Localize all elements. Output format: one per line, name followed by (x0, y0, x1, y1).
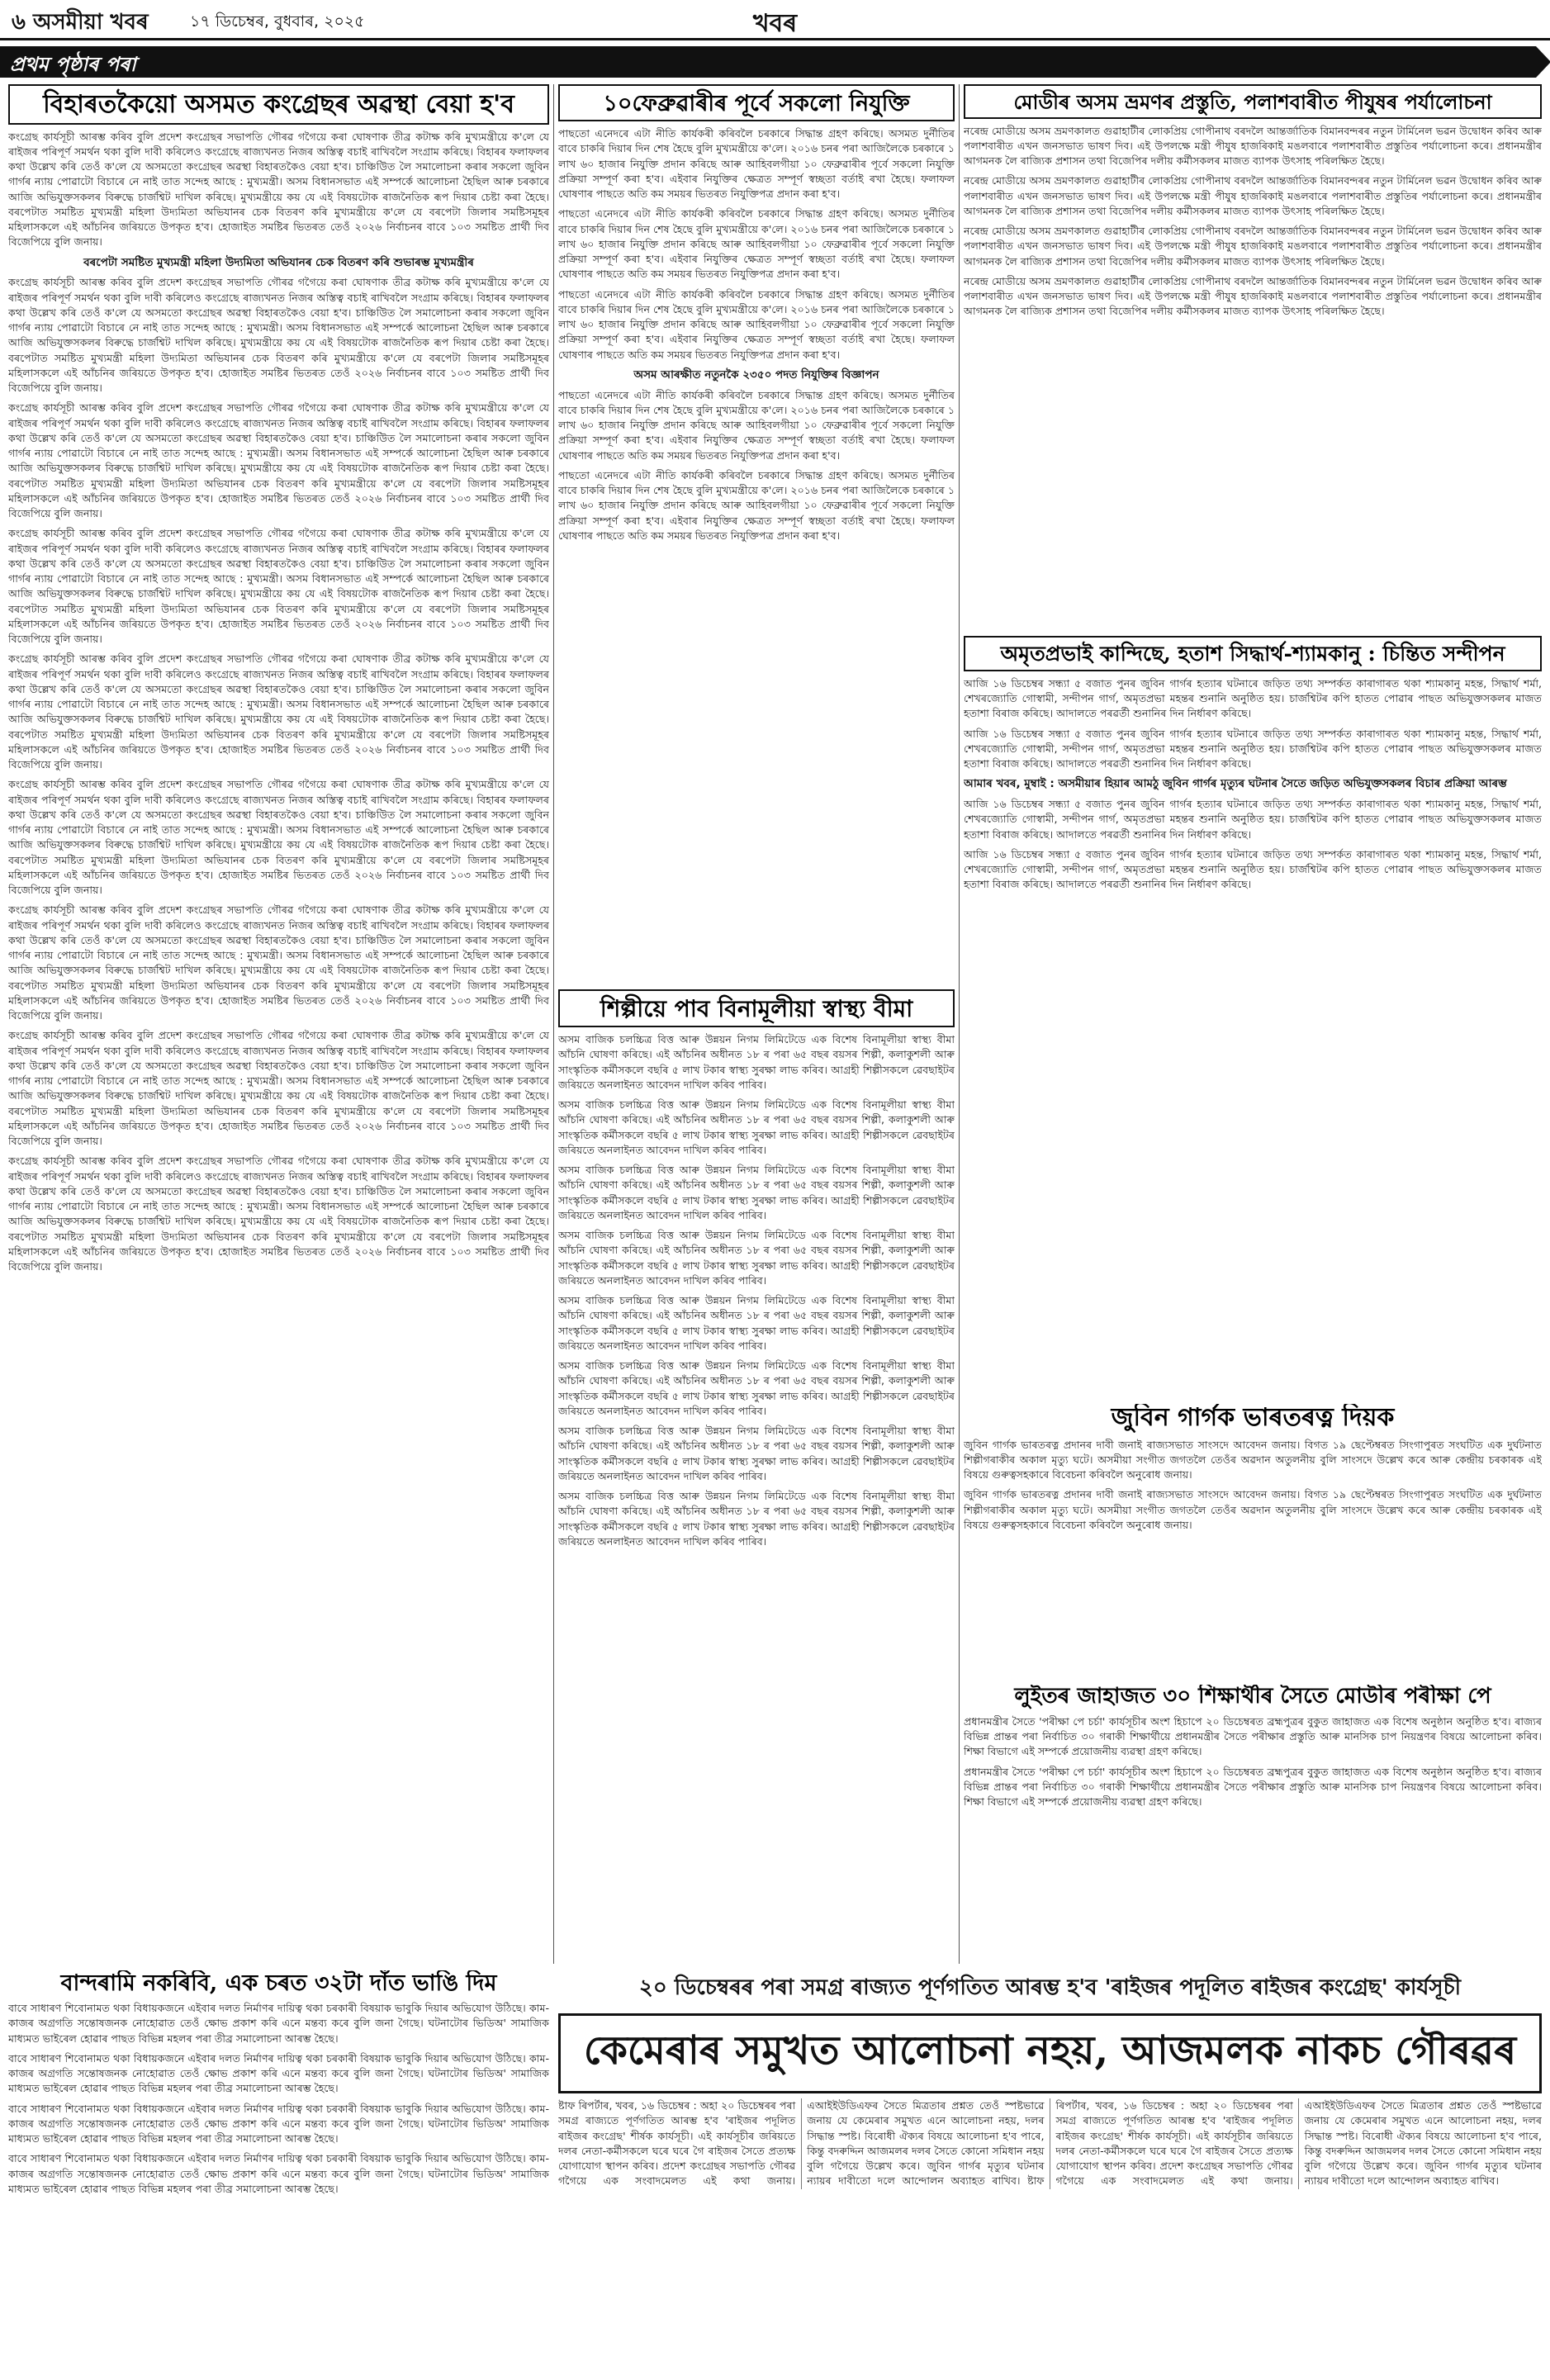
article-body-continued-5: অসম বাজিক চলচ্চিত্ৰ বিত্ত আৰু উন্নয়ন নিগম লিমিটেডে এক বিশেষ বিনামূলীয়া স্বাস্থ্য বীমা আঁচনি ঘোষণা কৰিছে। এই আঁচনিৰ অধীনত ১৮ ৰ পৰা ৬৫ বছৰ বয়সৰ শিল্পী, কলাকুশলী আৰু সাংস্কৃতিক কৰ্মীসকলে বছৰি ৫ লাখ টকাৰ স্বাস্থ্য সুৰক্ষা লাভ কৰিব। আগ্ৰহী শিল্পীসকলে ৱেবছাইটৰ জৰিয়তে অনলাইনত আবেদন দাখিল কৰিব পাৰিব। (558, 1359, 955, 1417)
article-body: কংগ্ৰেছ কাৰ্যসূচী আৰম্ভ কৰিব বুলি প্ৰদেশ কংগ্ৰেছৰ সভাপতি গৌৰৱ গগৈয়ে কৰা ঘোষণাক তীব্ৰ কটাক্ষ কৰি মুখ্যমন্ত্ৰীয়ে ক'লে যে ৰাইজৰ পৰিপূৰ্ণ সমৰ্থন থকা বুলি দাবী কৰিলেও কংগ্ৰেছে ৰাজ্যখনত নিজৰ অস্তিত্ব বচাই ৰাখিবলৈ সংগ্ৰাম কৰিছে। বিহাৰৰ ফলাফলৰ কথা উল্লেখ কৰি তেওঁ ক'লে যে অসমতো কংগ্ৰেছৰ অৱস্থা বিহাৰতকৈও বেয়া হ'ব। চাঞ্চিউিত লৈ সমালোচনা কৰাৰ সকলো জুবিন গাৰ্গৰ ন্যায় পোৱাটো বিচাৰে নে নাই তাত সন্দেহ আছে : মুখ্যমন্ত্ৰী। অসম বিধানসভাত এই সম্পৰ্কে আলোচনা হৈছিল আৰু চৰকাৰে আজি অভিযুক্তসকলৰ বিৰুদ্ধে চাৰ্জশ্বিট দাখিল কৰিছে। মুখ্যমন্ত্ৰীয়ে কয় যে এই বিষয়টোক ৰাজনৈতিক ৰূপ দিয়াৰ চেষ্টা কৰা হৈছে। বৰপেটাত সমষ্টিত মুখ্যমন্ত্ৰী মহিলা উদ্যমিতা অভিযানৰ চেক বিতৰণ কৰি মুখ্যমন্ত্ৰীয়ে ক'লে যে বৰপেটা জিলাৰ সমষ্টিসমূহৰ মহিলাসকলে এই আঁচনিৰ জৰিয়তে উপকৃত হ'ব। হোজাইত সমষ্টিৰ ভিতৰত তেওঁ ২০২৬ নিৰ্বাচনৰ বাবে ১০৩ সমষ্টিত প্ৰাৰ্থী দিব বিজেপিয়ে বুলি জনায়। (8, 130, 549, 249)
article-body-continued: নৰেন্দ্ৰ মোডীয়ে অসম ভ্ৰমণকালত গুৱাহাটীৰ লোকপ্ৰিয় গোপীনাথ বৰদলৈ আন্তৰ্জাতিক বিমানবন্দৰৰ নতুন টাৰ্মিনেল ভৱন উদ্বোধন কৰিব আৰু পলাশবাৰীত এখন জনসভাত ভাষণ দিব। এই উপলক্ষে মন্ত্ৰী পীযুষ হাজৰিকাই মঙলবাৰে পলাশবাৰীত প্ৰস্তুতিৰ পৰ্যালোচনা কৰে। প্ৰধানমন্ত্ৰীৰ আগমনক লৈ ৰাজ্যিক প্ৰশাসন তথা বিজেপিৰ দলীয় কৰ্মীসকলৰ মাজত ব্যাপক উৎসাহ পৰিলক্ষিত হৈছে। (964, 174, 1542, 217)
article-modi-visit (964, 84, 1542, 629)
article-body-continued: কংগ্ৰেছ কাৰ্যসূচী আৰম্ভ কৰিব বুলি প্ৰদেশ কংগ্ৰেছৰ সভাপতি গৌৰৱ গগৈয়ে কৰা ঘোষণাক তীব্ৰ কটাক্ষ কৰি মুখ্যমন্ত্ৰীয়ে ক'লে যে ৰাইজৰ পৰিপূৰ্ণ সমৰ্থন থকা বুলি দাবী কৰিলেও কংগ্ৰেছে ৰাজ্যখনত নিজৰ অস্তিত্ব বচাই ৰাখিবলৈ সংগ্ৰাম কৰিছে। বিহাৰৰ ফলাফলৰ কথা উল্লেখ কৰি তেওঁ ক'লে যে অসমতো কংগ্ৰেছৰ অৱস্থা বিহাৰতকৈও বেয়া হ'ব। চাঞ্চিউিত লৈ সমালোচনা কৰাৰ সকলো জুবিন গাৰ্গৰ ন্যায় পোৱাটো বিচাৰে নে নাই তাত সন্দেহ আছে : মুখ্যমন্ত্ৰী। অসম বিধানসভাত এই সম্পৰ্কে আলোচনা হৈছিল আৰু চৰকাৰে আজি অভিযুক্তসকলৰ বিৰুদ্ধে চাৰ্জশ্বিট দাখিল কৰিছে। মুখ্যমন্ত্ৰীয়ে কয় যে এই বিষয়টোক ৰাজনৈতিক ৰূপ দিয়াৰ চেষ্টা কৰা হৈছে। বৰপেটাত সমষ্টিত মুখ্যমন্ত্ৰী মহিলা উদ্যমিতা অভিযানৰ চেক বিতৰণ কৰি মুখ্যমন্ত্ৰীয়ে ক'লে যে বৰপেটা জিলাৰ সমষ্টিসমূহৰ মহিলাসকলে এই আঁচনিৰ জৰিয়তে উপকৃত হ'ব। হোজাইত সমষ্টিৰ ভিতৰত তেওঁ ২০২৬ নিৰ্বাচনৰ বাবে ১০৩ সমষ্টিত প্ৰাৰ্থী দিব বিজেপিয়ে বুলি জনায়। (8, 276, 549, 395)
article-body-continued-2: আজি ১৬ ডিচেম্বৰ সন্ধ্যা ৫ বজাত পুনৰ জুবিন গাৰ্গৰ হত্যাৰ ঘটনাৰে জড়িত তথ্য সম্পৰ্কত কাৰাগাৰত থকা শ্যামকানু মহন্ত, সিদ্ধাৰ্থ শৰ্মা, শেখৰজ্যোতি গোস্বামী, সন্দীপন গাৰ্গ, অমৃতপ্ৰভা মহন্তৰ শুনানি অনুষ্ঠিত হয়। চাৰ্জশ্বিটৰ কপি হাতত পোৱাৰ পাছত অভিযুক্তসকলৰ মাজত হতাশা বিৰাজ কৰিছে। আদালতে পৰৱৰ্তী শুনানিৰ দিন নিৰ্ধাৰণ কৰিছে। (964, 798, 1542, 841)
article-health (558, 989, 955, 1964)
article-exam (964, 1685, 1542, 1964)
column-divider (959, 84, 960, 1964)
article-body-continued-6: অসম বাজিক চলচ্চিত্ৰ বিত্ত আৰু উন্নয়ন নিগম লিমিটেডে এক বিশেষ বিনামূলীয়া স্বাস্থ্য বীমা আঁচনি ঘোষণা কৰিছে। এই আঁচনিৰ অধীনত ১৮ ৰ পৰা ৬৫ বছৰ বয়সৰ শিল্পী, কলাকুশলী আৰু সাংস্কৃতিক কৰ্মীসকলে বছৰি ৫ লাখ টকাৰ স্বাস্থ্য সুৰক্ষা লাভ কৰিব। আগ্ৰহী শিল্পীসকলে ৱেবছাইটৰ জৰিয়তে অনলাইনত আবেদন দাখিল কৰিব পাৰিব। (558, 1425, 955, 1482)
article-body-continued-7: কংগ্ৰেছ কাৰ্যসূচী আৰম্ভ কৰিব বুলি প্ৰদেশ কংগ্ৰেছৰ সভাপতি গৌৰৱ গগৈয়ে কৰা ঘোষণাক তীব্ৰ কটাক্ষ কৰি মুখ্যমন্ত্ৰীয়ে ক'লে যে ৰাইজৰ পৰিপূৰ্ণ সমৰ্থন থকা বুলি দাবী কৰিলেও কংগ্ৰেছে ৰাজ্যখনত নিজৰ অস্তিত্ব বচাই ৰাখিবলৈ সংগ্ৰাম কৰিছে। বিহাৰৰ ফলাফলৰ কথা উল্লেখ কৰি তেওঁ ক'লে যে অসমতো কংগ্ৰেছৰ অৱস্থা বিহাৰতকৈও বেয়া হ'ব। চাঞ্চিউিত লৈ সমালোচনা কৰাৰ সকলো জুবিন গাৰ্গৰ ন্যায় পোৱাটো বিচাৰে নে নাই তাত সন্দেহ আছে : মুখ্যমন্ত্ৰী। অসম বিধানসভাত এই সম্পৰ্কে আলোচনা হৈছিল আৰু চৰকাৰে আজি অভিযুক্তসকলৰ বিৰুদ্ধে চাৰ্জশ্বিট দাখিল কৰিছে। মুখ্যমন্ত্ৰীয়ে কয় যে এই বিষয়টোক ৰাজনৈতিক ৰূপ দিয়াৰ চেষ্টা কৰা হৈছে। বৰপেটাত সমষ্টিত মুখ্যমন্ত্ৰী মহিলা উদ্যমিতা অভিযানৰ চেক বিতৰণ কৰি মুখ্যমন্ত্ৰীয়ে ক'লে যে বৰপেটা জিলাৰ সমষ্টিসমূহৰ মহিলাসকলে এই আঁচনিৰ জৰিয়তে উপকৃত হ'ব। হোজাইত সমষ্টিৰ ভিতৰত তেওঁ ২০২৬ নিৰ্বাচনৰ বাবে ১০৩ সমষ্টিত প্ৰাৰ্থী দিব বিজেপিয়ে বুলি জনায়। (8, 1029, 549, 1148)
article-body: নৰেন্দ্ৰ মোডীয়ে অসম ভ্ৰমণকালত গুৱাহাটীৰ লোকপ্ৰিয় গোপীনাথ বৰদলৈ আন্তৰ্জাতিক বিমানবন্দৰৰ নতুন টাৰ্মিনেল ভৱন উদ্বোধন কৰিব আৰু পলাশবাৰীত এখন জনসভাত ভাষণ দিব। এই উপলক্ষে মন্ত্ৰী পীযুষ হাজৰিকাই মঙলবাৰে পলাশবাৰীত প্ৰস্তুতিৰ পৰ্যালোচনা কৰে। প্ৰধানমন্ত্ৰীৰ আগমনক লৈ ৰাজ্যিক প্ৰশাসন তথা বিজেপিৰ দলীয় কৰ্মীসকলৰ মাজত ব্যাপক উৎসাহ পৰিলক্ষিত হৈছে। (964, 124, 1542, 168)
article-subhead: বৰপেটা সমষ্টিত মুখ্যমন্ত্ৰী মহিলা উদ্যমিতা অভিযানৰ চেক বিতৰণ কৰি শুভাৰম্ভ মুখ্যমন্ত্ৰীৰ (83, 255, 474, 269)
article-body-continued-2: কংগ্ৰেছ কাৰ্যসূচী আৰম্ভ কৰিব বুলি প্ৰদেশ কংগ্ৰেছৰ সভাপতি গৌৰৱ গগৈয়ে কৰা ঘোষণাক তীব্ৰ কটাক্ষ কৰি মুখ্যমন্ত্ৰীয়ে ক'লে যে ৰাইজৰ পৰিপূৰ্ণ সমৰ্থন থকা বুলি দাবী কৰিলেও কংগ্ৰেছে ৰাজ্যখনত নিজৰ অস্তিত্ব বচাই ৰাখিবলৈ সংগ্ৰাম কৰিছে। বিহাৰৰ ফলাফলৰ কথা উল্লেখ কৰি তেওঁ ক'লে যে অসমতো কংগ্ৰেছৰ অৱস্থা বিহাৰতকৈও বেয়া হ'ব। চাঞ্চিউিত লৈ সমালোচনা কৰাৰ সকলো জুবিন গাৰ্গৰ ন্যায় পোৱাটো বিচাৰে নে নাই তাত সন্দেহ আছে : মুখ্যমন্ত্ৰী। অসম বিধানসভাত এই সম্পৰ্কে আলোচনা হৈছিল আৰু চৰকাৰে আজি অভিযুক্তসকলৰ বিৰুদ্ধে চাৰ্জশ্বিট দাখিল কৰিছে। মুখ্যমন্ত্ৰীয়ে কয় যে এই বিষয়টোক ৰাজনৈতিক ৰূপ দিয়াৰ চেষ্টা কৰা হৈছে। বৰপেটাত সমষ্টিত মুখ্যমন্ত্ৰী মহিলা উদ্যমিতা অভিযানৰ চেক বিতৰণ কৰি মুখ্যমন্ত্ৰীয়ে ক'লে যে বৰপেটা জিলাৰ সমষ্টিসমূহৰ মহিলাসকলে এই আঁচনিৰ জৰিয়তে উপকৃত হ'ব। হোজাইত সমষ্টিৰ ভিতৰত তেওঁ ২০২৬ নিৰ্বাচনৰ বাবে ১০৩ সমষ্টিত প্ৰাৰ্থী দিব বিজেপিয়ে বুলি জনায়। (8, 401, 549, 520)
article-headline: কেমেৰাৰ সমুখত আলোচনা নহয়, আজমলক নাকচ গৌৰৱৰ (558, 2013, 1542, 2093)
article-bihar (8, 84, 549, 1964)
issue-date: ১৭ ডিচেম্বৰ, বুধবাৰ, ২০২৫ (190, 12, 365, 31)
article-body-continued-5: কংগ্ৰেছ কাৰ্যসূচী আৰম্ভ কৰিব বুলি প্ৰদেশ কংগ্ৰেছৰ সভাপতি গৌৰৱ গগৈয়ে কৰা ঘোষণাক তীব্ৰ কটাক্ষ কৰি মুখ্যমন্ত্ৰীয়ে ক'লে যে ৰাইজৰ পৰিপূৰ্ণ সমৰ্থন থকা বুলি দাবী কৰিলেও কংগ্ৰেছে ৰাজ্যখনত নিজৰ অস্তিত্ব বচাই ৰাখিবলৈ সংগ্ৰাম কৰিছে। বিহাৰৰ ফলাফলৰ কথা উল্লেখ কৰি তেওঁ ক'লে যে অসমতো কংগ্ৰেছৰ অৱস্থা বিহাৰতকৈও বেয়া হ'ব। চাঞ্চিউিত লৈ সমালোচনা কৰাৰ সকলো জুবিন গাৰ্গৰ ন্যায় পোৱাটো বিচাৰে নে নাই তাত সন্দেহ আছে : মুখ্যমন্ত্ৰী। অসম বিধানসভাত এই সম্পৰ্কে আলোচনা হৈছিল আৰু চৰকাৰে আজি অভিযুক্তসকলৰ বিৰুদ্ধে চাৰ্জশ্বিট দাখিল কৰিছে। মুখ্যমন্ত্ৰীয়ে কয় যে এই বিষয়টোক ৰাজনৈতিক ৰূপ দিয়াৰ চেষ্টা কৰা হৈছে। বৰপেটাত সমষ্টিত মুখ্যমন্ত্ৰী মহিলা উদ্যমিতা অভিযানৰ চেক বিতৰণ কৰি মুখ্যমন্ত্ৰীয়ে ক'লে যে বৰপেটা জিলাৰ সমষ্টিসমূহৰ মহিলাসকলে এই আঁচনিৰ জৰিয়তে উপকৃত হ'ব। হোজাইত সমষ্টিৰ ভিতৰত তেওঁ ২০২৬ নিৰ্বাচনৰ বাবে ১০৩ সমষ্টিত প্ৰাৰ্থী দিব বিজেপিয়ে বুলি জনায়। (8, 778, 549, 897)
article-headline: শিল্পীয়ে পাব বিনামূলীয়া স্বাস্থ্য বীমা (558, 989, 955, 1027)
article-headline: ১০ফেব্ৰুৱাৰীৰ পূৰ্বে সকলো নিযুক্তি (558, 84, 955, 121)
article-bharatratna (964, 1404, 1542, 1676)
article-body: প্ৰধানমন্ত্ৰীৰ সৈতে 'পৰীক্ষা পে চৰ্চা' কাৰ্যসূচীৰ অংশ হিচাপে ২০ ডিচেম্বৰত ব্ৰহ্মপুত্ৰৰ বুকুত জাহাজত এক বিশেষ অনুষ্ঠান অনুষ্ঠিত হ'ব। ৰাজ্যৰ বিভিন্ন প্ৰান্তৰ পৰা নিৰ্বাচিত ৩০ গৰাকী শিক্ষাৰ্থীয়ে প্ৰধানমন্ত্ৰীৰ সৈতে পৰীক্ষাৰ প্ৰস্তুতি আৰু মানসিক চাপ নিয়ন্ত্ৰণৰ বিষয়ে আলোচনা কৰিব। শিক্ষা বিভাগে এই সম্পৰ্কে প্ৰয়োজনীয় ব্যৱস্থা গ্ৰহণ কৰিছে। (964, 1714, 1542, 1758)
article-body: আজি ১৬ ডিচেম্বৰ সন্ধ্যা ৫ বজাত পুনৰ জুবিন গাৰ্গৰ হত্যাৰ ঘটনাৰে জড়িত তথ্য সম্পৰ্কত কাৰাগাৰত থকা শ্যামকানু মহন্ত, সিদ্ধাৰ্থ শৰ্মা, শেখৰজ্যোতি গোস্বামী, সন্দীপন গাৰ্গ, অমৃতপ্ৰভা মহন্তৰ শুনানি অনুষ্ঠিত হয়। চাৰ্জশ্বিটৰ কপি হাতত পোৱাৰ পাছত অভিযুক্তসকলৰ মাজত হতাশা বিৰাজ কৰিছে। আদালতে পৰৱৰ্তী শুনানিৰ দিন নিৰ্ধাৰণ কৰিছে। (964, 676, 1542, 720)
article-body-continued: আজি ১৬ ডিচেম্বৰ সন্ধ্যা ৫ বজাত পুনৰ জুবিন গাৰ্গৰ হত্যাৰ ঘটনাৰে জড়িত তথ্য সম্পৰ্কত কাৰাগাৰত থকা শ্যামকানু মহন্ত, সিদ্ধাৰ্থ শৰ্মা, শেখৰজ্যোতি গোস্বামী, সন্দীপন গাৰ্গ, অমৃতপ্ৰভা মহন্তৰ শুনানি অনুষ্ঠিত হয়। চাৰ্জশ্বিটৰ কপি হাতত পোৱাৰ পাছত অভিযুক্তসকলৰ মাজত হতাশা বিৰাজ কৰিছে। আদালতে পৰৱৰ্তী শুনানিৰ দিন নিৰ্ধাৰণ কৰিছে। (964, 727, 1542, 770)
article-headline: অমৃতপ্ৰভাই কান্দিছে, হতাশ সিদ্ধাৰ্থ-শ্যামকানু : চিন্তিত সন্দীপন (964, 636, 1542, 671)
page-header (0, 0, 1550, 40)
section-title: খবৰ (752, 9, 798, 38)
article-body-continued: প্ৰধানমন্ত্ৰীৰ সৈতে 'পৰীক্ষা পে চৰ্চা' কাৰ্যসূচীৰ অংশ হিচাপে ২০ ডিচেম্বৰত ব্ৰহ্মপুত্ৰৰ বুকুত জাহাজত এক বিশেষ অনুষ্ঠান অনুষ্ঠিত হ'ব। ৰাজ্যৰ বিভিন্ন প্ৰান্তৰ পৰা নিৰ্বাচিত ৩০ গৰাকী শিক্ষাৰ্থীয়ে প্ৰধানমন্ত্ৰীৰ সৈতে পৰীক্ষাৰ প্ৰস্তুতি আৰু মানসিক চাপ নিয়ন্ত্ৰণৰ বিষয়ে আলোচনা কৰিব। শিক্ষা বিভাগে এই সম্পৰ্কে প্ৰয়োজনীয় ব্যৱস্থা গ্ৰহণ কৰিছে। (964, 1765, 1542, 1809)
article-headline: লুইতৰ জাহাজত ৩০ শিক্ষাৰ্থীৰ সৈতে মোডীৰ পৰীক্ষা পে (1014, 1685, 1491, 1709)
article-body-continued-4: কংগ্ৰেছ কাৰ্যসূচী আৰম্ভ কৰিব বুলি প্ৰদেশ কংগ্ৰেছৰ সভাপতি গৌৰৱ গগৈয়ে কৰা ঘোষণাক তীব্ৰ কটাক্ষ কৰি মুখ্যমন্ত্ৰীয়ে ক'লে যে ৰাইজৰ পৰিপূৰ্ণ সমৰ্থন থকা বুলি দাবী কৰিলেও কংগ্ৰেছে ৰাজ্যখনত নিজৰ অস্তিত্ব বচাই ৰাখিবলৈ সংগ্ৰাম কৰিছে। বিহাৰৰ ফলাফলৰ কথা উল্লেখ কৰি তেওঁ ক'লে যে অসমতো কংগ্ৰেছৰ অৱস্থা বিহাৰতকৈও বেয়া হ'ব। চাঞ্চিউিত লৈ সমালোচনা কৰাৰ সকলো জুবিন গাৰ্গৰ ন্যায় পোৱাটো বিচাৰে নে নাই তাত সন্দেহ আছে : মুখ্যমন্ত্ৰী। অসম বিধানসভাত এই সম্পৰ্কে আলোচনা হৈছিল আৰু চৰকাৰে আজি অভিযুক্তসকলৰ বিৰুদ্ধে চাৰ্জশ্বিট দাখিল কৰিছে। মুখ্যমন্ত্ৰীয়ে কয় যে এই বিষয়টোক ৰাজনৈতিক ৰূপ দিয়াৰ চেষ্টা কৰা হৈছে। বৰপেটাত সমষ্টিত মুখ্যমন্ত্ৰী মহিলা উদ্যমিতা অভিযানৰ চেক বিতৰণ কৰি মুখ্যমন্ত্ৰীয়ে ক'লে যে বৰপেটা জিলাৰ সমষ্টিসমূহৰ মহিলাসকলে এই আঁচনিৰ জৰিয়তে উপকৃত হ'ব। হোজাইত সমষ্টিৰ ভিতৰত তেওঁ ২০২৬ নিৰ্বাচনৰ বাবে ১০৩ সমষ্টিত প্ৰাৰ্থী দিব বিজেপিয়ে বুলি জনায়। (8, 652, 549, 771)
article-body-continued-3: অসম বাজিক চলচ্চিত্ৰ বিত্ত আৰু উন্নয়ন নিগম লিমিটেডে এক বিশেষ বিনামূলীয়া স্বাস্থ্য বীমা আঁচনি ঘোষণা কৰিছে। এই আঁচনিৰ অধীনত ১৮ ৰ পৰা ৬৫ বছৰ বয়সৰ শিল্পী, কলাকুশলী আৰু সাংস্কৃতিক কৰ্মীসকলে বছৰি ৫ লাখ টকাৰ স্বাস্থ্য সুৰক্ষা লাভ কৰিব। আগ্ৰহী শিল্পীসকলে ৱেবছাইটৰ জৰিয়তে অনলাইনত আবেদন দাখিল কৰিব পাৰিব। (558, 1229, 955, 1287)
strip-arrow-icon (1536, 46, 1550, 78)
article-body-continued-4: পাছতো এনেদৰে এটা নীতি কাৰ্যকৰী কৰিবলৈ চৰকাৰে সিদ্ধান্ত গ্ৰহণ কৰিছে। অসমত দুৰ্নীতিৰ বাবে চাকৰি দিয়াৰ দিন শেষ হৈছে বুলি মুখ্যমন্ত্ৰীয়ে ক'লে। ২০১৬ চনৰ পৰা আজিলৈকে চৰকাৰে ১ লাখ ৬০ হাজাৰ নিযুক্তি প্ৰদান কৰিছে আৰু আহিবলগীয়া ১০ ফেব্ৰুৱাৰীৰ পূৰ্বে সকলো নিযুক্তি প্ৰক্ৰিয়া সম্পূৰ্ণ কৰা হ'ব। এইবাৰ নিযুক্তিৰ ক্ষেত্ৰত সম্পূৰ্ণ স্বচ্ছতা বৰ্তাই ৰখা হৈছে। ফলাফল ঘোষণাৰ পাছতে অতি কম সময়ৰ ভিতৰত নিযুক্তিপত্ৰ প্ৰদান কৰা হ'ব। (558, 468, 955, 542)
article-body-continued-6: কংগ্ৰেছ কাৰ্যসূচী আৰম্ভ কৰিব বুলি প্ৰদেশ কংগ্ৰেছৰ সভাপতি গৌৰৱ গগৈয়ে কৰা ঘোষণাক তীব্ৰ কটাক্ষ কৰি মুখ্যমন্ত্ৰীয়ে ক'লে যে ৰাইজৰ পৰিপূৰ্ণ সমৰ্থন থকা বুলি দাবী কৰিলেও কংগ্ৰেছে ৰাজ্যখনত নিজৰ অস্তিত্ব বচাই ৰাখিবলৈ সংগ্ৰাম কৰিছে। বিহাৰৰ ফলাফলৰ কথা উল্লেখ কৰি তেওঁ ক'লে যে অসমতো কংগ্ৰেছৰ অৱস্থা বিহাৰতকৈও বেয়া হ'ব। চাঞ্চিউিত লৈ সমালোচনা কৰাৰ সকলো জুবিন গাৰ্গৰ ন্যায় পোৱাটো বিচাৰে নে নাই তাত সন্দেহ আছে : মুখ্যমন্ত্ৰী। অসম বিধানসভাত এই সম্পৰ্কে আলোচনা হৈছিল আৰু চৰকাৰে আজি অভিযুক্তসকলৰ বিৰুদ্ধে চাৰ্জশ্বিট দাখিল কৰিছে। মুখ্যমন্ত্ৰীয়ে কয় যে এই বিষয়টোক ৰাজনৈতিক ৰূপ দিয়াৰ চেষ্টা কৰা হৈছে। বৰপেটাত সমষ্টিত মুখ্যমন্ত্ৰী মহিলা উদ্যমিতা অভিযানৰ চেক বিতৰণ কৰি মুখ্যমন্ত্ৰীয়ে ক'লে যে বৰপেটা জিলাৰ সমষ্টিসমূহৰ মহিলাসকলে এই আঁচনিৰ জৰিয়তে উপকৃত হ'ব। হোজাইত সমষ্টিৰ ভিতৰত তেওঁ ২০২৬ নিৰ্বাচনৰ বাবে ১০৩ সমষ্টিত প্ৰাৰ্থী দিব বিজেপিয়ে বুলি জনায়। (8, 903, 549, 1022)
article-body-continued-3: নৰেন্দ্ৰ মোডীয়ে অসম ভ্ৰমণকালত গুৱাহাটীৰ লোকপ্ৰিয় গোপীনাথ বৰদলৈ আন্তৰ্জাতিক বিমানবন্দৰৰ নতুন টাৰ্মিনেল ভৱন উদ্বোধন কৰিব আৰু পলাশবাৰীত এখন জনসভাত ভাষণ দিব। এই উপলক্ষে মন্ত্ৰী পীযুষ হাজৰিকাই মঙলবাৰে পলাশবাৰীত প্ৰস্তুতিৰ পৰ্যালোচনা কৰে। প্ৰধানমন্ত্ৰীৰ আগমনক লৈ ৰাজ্যিক প্ৰশাসন তথা বিজেপিৰ দলীয় কৰ্মীসকলৰ মাজত ব্যাপক উৎসাহ পৰিলক্ষিত হৈছে। (964, 274, 1542, 318)
article-bandh (8, 1970, 549, 2375)
article-body-continued-3: কংগ্ৰেছ কাৰ্যসূচী আৰম্ভ কৰিব বুলি প্ৰদেশ কংগ্ৰেছৰ সভাপতি গৌৰৱ গগৈয়ে কৰা ঘোষণাক তীব্ৰ কটাক্ষ কৰি মুখ্যমন্ত্ৰীয়ে ক'লে যে ৰাইজৰ পৰিপূৰ্ণ সমৰ্থন থকা বুলি দাবী কৰিলেও কংগ্ৰেছে ৰাজ্যখনত নিজৰ অস্তিত্ব বচাই ৰাখিবলৈ সংগ্ৰাম কৰিছে। বিহাৰৰ ফলাফলৰ কথা উল্লেখ কৰি তেওঁ ক'লে যে অসমতো কংগ্ৰেছৰ অৱস্থা বিহাৰতকৈও বেয়া হ'ব। চাঞ্চিউিত লৈ সমালোচনা কৰাৰ সকলো জুবিন গাৰ্গৰ ন্যায় পোৱাটো বিচাৰে নে নাই তাত সন্দেহ আছে : মুখ্যমন্ত্ৰী। অসম বিধানসভাত এই সম্পৰ্কে আলোচনা হৈছিল আৰু চৰকাৰে আজি অভিযুক্তসকলৰ বিৰুদ্ধে চাৰ্জশ্বিট দাখিল কৰিছে। মুখ্যমন্ত্ৰীয়ে কয় যে এই বিষয়টোক ৰাজনৈতিক ৰূপ দিয়াৰ চেষ্টা কৰা হৈছে। বৰপেটাত সমষ্টিত মুখ্যমন্ত্ৰী মহিলা উদ্যমিতা অভিযানৰ চেক বিতৰণ কৰি মুখ্যমন্ত্ৰীয়ে ক'লে যে বৰপেটা জিলাৰ সমষ্টিসমূহৰ মহিলাসকলে এই আঁচনিৰ জৰিয়তে উপকৃত হ'ব। হোজাইত সমষ্টিৰ ভিতৰত তেওঁ ২০২৬ নিৰ্বাচনৰ বাবে ১০৩ সমষ্টিত প্ৰাৰ্থী দিব বিজেপিয়ে বুলি জনায়। (8, 527, 549, 646)
article-body-continued-2: বাবে সাধাৰণ শিবোনামত থকা বিধায়কজনে এইবাৰ দলত নিৰ্মাণৰ দায়িত্ব থকা চৰকাৰী বিষয়াক ভাবুকি দিয়াৰ অভিযোগ উঠিছে। কাম-কাজৰ অগ্ৰগতি সন্তোষজনক নোহোৱাত তেওঁ ক্ষোভ প্ৰকাশ কৰি এনে মন্তব্য কৰে বুলি জনা গৈছে। ঘটনাটোৰ ভিডিঅ' সামাজিক মাধ্যমত ভাইৰেল হোৱাৰ পাছত বিভিন্ন মহলৰ পৰা তীব্ৰ সমালোচনা আৰম্ভ হৈছে। (8, 2102, 549, 2145)
article-body-continued-7: অসম বাজিক চলচ্চিত্ৰ বিত্ত আৰু উন্নয়ন নিগম লিমিটেডে এক বিশেষ বিনামূলীয়া স্বাস্থ্য বীমা আঁচনি ঘোষণা কৰিছে। এই আঁচনিৰ অধীনত ১৮ ৰ পৰা ৬৫ বছৰ বয়সৰ শিল্পী, কলাকুশলী আৰু সাংস্কৃতিক কৰ্মীসকলে বছৰি ৫ লাখ টকাৰ স্বাস্থ্য সুৰক্ষা লাভ কৰিব। আগ্ৰহী শিল্পীসকলে ৱেবছাইটৰ জৰিয়তে অনলাইনত আবেদন দাখিল কৰিব পাৰিব। (558, 1490, 955, 1548)
section-strip (0, 46, 1536, 78)
article-body (558, 2098, 1542, 2189)
article-headline: বান্দৰামি নকৰিবি, এক চৰত ৩২টা দাঁত ভাঙি দিম (60, 1970, 497, 1996)
article-body-continued-2: পাছতো এনেদৰে এটা নীতি কাৰ্যকৰী কৰিবলৈ চৰকাৰে সিদ্ধান্ত গ্ৰহণ কৰিছে। অসমত দুৰ্নীতিৰ বাবে চাকৰি দিয়াৰ দিন শেষ হৈছে বুলি মুখ্যমন্ত্ৰীয়ে ক'লে। ২০১৬ চনৰ পৰা আজিলৈকে চৰকাৰে ১ লাখ ৬০ হাজাৰ নিযুক্তি প্ৰদান কৰিছে আৰু আহিবলগীয়া ১০ ফেব্ৰুৱাৰীৰ পূৰ্বে সকলো নিযুক্তি প্ৰক্ৰিয়া সম্পূৰ্ণ কৰা হ'ব। এইবাৰ নিযুক্তিৰ ক্ষেত্ৰত সম্পূৰ্ণ স্বচ্ছতা বৰ্তাই ৰখা হৈছে। ফলাফল ঘোষণাৰ পাছতে অতি কম সময়ৰ ভিতৰত নিযুক্তিপত্ৰ প্ৰদান কৰা হ'ব। (558, 287, 955, 361)
article-headline: মোডীৰ অসম ভ্ৰমণৰ প্ৰস্তুতি, পলাশবাৰীত পীযুষৰ পৰ্যালোচনা (964, 84, 1542, 119)
article-body-text: ষ্টাফ ৰিপৰ্টাৰ, খবৰ, ১৬ ডিচেম্বৰ : অহা ২০ ডিচেম্বৰৰ পৰা সমগ্ৰ ৰাজ্যতে পূৰ্ণগতিত আৰম্ভ হ'ব 'ৰাইজৰ পদূলিত ৰাইজৰ কংগ্ৰেছ' শীৰ্ষক কাৰ্যসূচী। এই কাৰ্যসূচীৰ জৰিয়তে দলৰ নেতা-কৰ্মীসকলে ঘৰে ঘৰে গৈ ৰাইজৰ সৈতে প্ৰত্যক্ষ যোগাযোগ স্থাপন কৰিব। প্ৰদেশ কংগ্ৰেছৰ সভাপতি গৌৰৱ গগৈয়ে এক সংবাদমেলত এই কথা জনায়। এআইইউডিএফৰ সৈতে মিত্ৰতাৰ প্ৰশ্নত তেওঁ স্পষ্টভাৱে জনায় যে কেমেৰাৰ সমুখত এনে আলোচনা নহয়, দলৰ সিদ্ধান্ত স্পষ্ট। বিৰোধী ঐক্যৰ বিষয়ে আলোচনা হ'ব পাৰে, কিন্তু বদৰুদ্দিন আজমলৰ দলৰ সৈতে কোনো সমিধান নহয় বুলি গগৈয়ে উল্লেখ কৰে। জুবিন গাৰ্গৰ মৃত্যুৰ ঘটনাৰ ন্যায়ৰ দাবীতো দলে আন্দোলন অব্যাহত ৰাখিব। (558, 2099, 1045, 2188)
article-subhead: অসম আৰক্ষীত নতুনকৈ ২৩৫০ পদত নিযুক্তিৰ বিজ্ঞাপন (633, 367, 879, 382)
article-body-continued-3: পাছতো এনেদৰে এটা নীতি কাৰ্যকৰী কৰিবলৈ চৰকাৰে সিদ্ধান্ত গ্ৰহণ কৰিছে। অসমত দুৰ্নীতিৰ বাবে চাকৰি দিয়াৰ দিন শেষ হৈছে বুলি মুখ্যমন্ত্ৰীয়ে ক'লে। ২০১৬ চনৰ পৰা আজিলৈকে চৰকাৰে ১ লাখ ৬০ হাজাৰ নিযুক্তি প্ৰদান কৰিছে আৰু আহিবলগীয়া ১০ ফেব্ৰুৱাৰীৰ পূৰ্বে সকলো নিযুক্তি প্ৰক্ৰিয়া সম্পূৰ্ণ কৰা হ'ব। এইবাৰ নিযুক্তিৰ ক্ষেত্ৰত সম্পূৰ্ণ স্বচ্ছতা বৰ্তাই ৰখা হৈছে। ফলাফল ঘোষণাৰ পাছতে অতি কম সময়ৰ ভিতৰত নিযুক্তিপত্ৰ প্ৰদান কৰা হ'ব। (558, 388, 955, 462)
article-body-continued: জুবিন গাৰ্গক ভাৰতৰত্ন প্ৰদানৰ দাবী জনাই ৰাজ্যসভাত সাংসদে আবেদন জনায়। বিগত ১৯ ছেপ্টেম্বৰত সিংগাপুৰত সংঘটিত এক দুৰ্ঘটনাত শিল্পীগৰাকীৰ অকাল মৃত্যু ঘটে। অসমীয়া সংগীত জগতলৈ তেওঁৰ অৱদান অতুলনীয় বুলি সাংসদে উল্লেখ কৰে আৰু কেন্দ্ৰীয় চৰকাৰক এই বিষয়ে গুৰুত্বসহকাৰে বিবেচনা কৰিবলৈ অনুৰোধ জনায়। (964, 1488, 1542, 1531)
article-body-continued-4: অসম বাজিক চলচ্চিত্ৰ বিত্ত আৰু উন্নয়ন নিগম লিমিটেডে এক বিশেষ বিনামূলীয়া স্বাস্থ্য বীমা আঁচনি ঘোষণা কৰিছে। এই আঁচনিৰ অধীনত ১৮ ৰ পৰা ৬৫ বছৰ বয়সৰ শিল্পী, কলাকুশলী আৰু সাংস্কৃতিক কৰ্মীসকলে বছৰি ৫ লাখ টকাৰ স্বাস্থ্য সুৰক্ষা লাভ কৰিব। আগ্ৰহী শিল্পীসকলে ৱেবছাইটৰ জৰিয়তে অনলাইনত আবেদন দাখিল কৰিব পাৰিব। (558, 1294, 955, 1352)
article-raijor (558, 1970, 1542, 2375)
column-divider (553, 84, 554, 1964)
masthead-left: ৬ অসমীয়া খবৰ (12, 10, 149, 35)
article-body: পাছতো এনেদৰে এটা নীতি কাৰ্যকৰী কৰিবলৈ চৰকাৰে সিদ্ধান্ত গ্ৰহণ কৰিছে। অসমত দুৰ্নীতিৰ বাবে চাকৰি দিয়াৰ দিন শেষ হৈছে বুলি মুখ্যমন্ত্ৰীয়ে ক'লে। ২০১৬ চনৰ পৰা আজিলৈকে চৰকাৰে ১ লাখ ৬০ হাজাৰ নিযুক্তি প্ৰদান কৰিছে আৰু আহিবলগীয়া ১০ ফেব্ৰুৱাৰীৰ পূৰ্বে সকলো নিযুক্তি প্ৰক্ৰিয়া সম্পূৰ্ণ কৰা হ'ব। এইবাৰ নিযুক্তিৰ ক্ষেত্ৰত সম্পূৰ্ণ স্বচ্ছতা বৰ্তাই ৰখা হৈছে। ফলাফল ঘোষণাৰ পাছতে অতি কম সময়ৰ ভিতৰত নিযুক্তিপত্ৰ প্ৰদান কৰা হ'ব। (558, 127, 955, 201)
article-body: অসম বাজিক চলচ্চিত্ৰ বিত্ত আৰু উন্নয়ন নিগম লিমিটেডে এক বিশেষ বিনামূলীয়া স্বাস্থ্য বীমা আঁচনি ঘোষণা কৰিছে। এই আঁচনিৰ অধীনত ১৮ ৰ পৰা ৬৫ বছৰ বয়সৰ শিল্পী, কলাকুশলী আৰু সাংস্কৃতিক কৰ্মীসকলে বছৰি ৫ লাখ টকাৰ স্বাস্থ্য সুৰক্ষা লাভ কৰিব। আগ্ৰহী শিল্পীসকলে ৱেবছাইটৰ জৰিয়তে অনলাইনত আবেদন দাখিল কৰিব পাৰিব। (558, 1033, 955, 1091)
article-body: বাবে সাধাৰণ শিবোনামত থকা বিধায়কজনে এইবাৰ দলত নিৰ্মাণৰ দায়িত্ব থকা চৰকাৰী বিষয়াক ভাবুকি দিয়াৰ অভিযোগ উঠিছে। কাম-কাজৰ অগ্ৰগতি সন্তোষজনক নোহোৱাত তেওঁ ক্ষোভ প্ৰকাশ কৰি এনে মন্তব্য কৰে বুলি জনা গৈছে। ঘটনাটোৰ ভিডিঅ' সামাজিক মাধ্যমত ভাইৰেল হোৱাৰ পাছত বিভিন্ন মহলৰ পৰা তীব্ৰ সমালোচনা আৰম্ভ হৈছে। (8, 2002, 549, 2045)
article-body-continued: বাবে সাধাৰণ শিবোনামত থকা বিধায়কজনে এইবাৰ দলত নিৰ্মাণৰ দায়িত্ব থকা চৰকাৰী বিষয়াক ভাবুকি দিয়াৰ অভিযোগ উঠিছে। কাম-কাজৰ অগ্ৰগতি সন্তোষজনক নোহোৱাত তেওঁ ক্ষোভ প্ৰকাশ কৰি এনে মন্তব্য কৰে বুলি জনা গৈছে। ঘটনাটোৰ ভিডিঅ' সামাজিক মাধ্যমত ভাইৰেল হোৱাৰ পাছত বিভিন্ন মহলৰ পৰা তীব্ৰ সমালোচনা আৰম্ভ হৈছে। (8, 2051, 549, 2095)
article-body-continued-2: অসম বাজিক চলচ্চিত্ৰ বিত্ত আৰু উন্নয়ন নিগম লিমিটেডে এক বিশেষ বিনামূলীয়া স্বাস্থ্য বীমা আঁচনি ঘোষণা কৰিছে। এই আঁচনিৰ অধীনত ১৮ ৰ পৰা ৬৫ বছৰ বয়সৰ শিল্পী, কলাকুশলী আৰু সাংস্কৃতিক কৰ্মীসকলে বছৰি ৫ লাখ টকাৰ স্বাস্থ্য সুৰক্ষা লাভ কৰিব। আগ্ৰহী শিল্পীসকলে ৱেবছাইটৰ জৰিয়তে অনলাইনত আবেদন দাখিল কৰিব পাৰিব। (558, 1164, 955, 1221)
article-body-continued-8: কংগ্ৰেছ কাৰ্যসূচী আৰম্ভ কৰিব বুলি প্ৰদেশ কংগ্ৰেছৰ সভাপতি গৌৰৱ গগৈয়ে কৰা ঘোষণাক তীব্ৰ কটাক্ষ কৰি মুখ্যমন্ত্ৰীয়ে ক'লে যে ৰাইজৰ পৰিপূৰ্ণ সমৰ্থন থকা বুলি দাবী কৰিলেও কংগ্ৰেছে ৰাজ্যখনত নিজৰ অস্তিত্ব বচাই ৰাখিবলৈ সংগ্ৰাম কৰিছে। বিহাৰৰ ফলাফলৰ কথা উল্লেখ কৰি তেওঁ ক'লে যে অসমতো কংগ্ৰেছৰ অৱস্থা বিহাৰতকৈও বেয়া হ'ব। চাঞ্চিউিত লৈ সমালোচনা কৰাৰ সকলো জুবিন গাৰ্গৰ ন্যায় পোৱাটো বিচাৰে নে নাই তাত সন্দেহ আছে : মুখ্যমন্ত্ৰী। অসম বিধানসভাত এই সম্পৰ্কে আলোচনা হৈছিল আৰু চৰকাৰে আজি অভিযুক্তসকলৰ বিৰুদ্ধে চাৰ্জশ্বিট দাখিল কৰিছে। মুখ্যমন্ত্ৰীয়ে কয় যে এই বিষয়টোক ৰাজনৈতিক ৰূপ দিয়াৰ চেষ্টা কৰা হৈছে। বৰপেটাত সমষ্টিত মুখ্যমন্ত্ৰী মহিলা উদ্যমিতা অভিযানৰ চেক বিতৰণ কৰি মুখ্যমন্ত্ৰীয়ে ক'লে যে বৰপেটা জিলাৰ সমষ্টিসমূহৰ মহিলাসকলে এই আঁচনিৰ জৰিয়তে উপকৃত হ'ব। হোজাইত সমষ্টিৰ ভিতৰত তেওঁ ২০২৬ নিৰ্বাচনৰ বাবে ১০৩ সমষ্টিত প্ৰাৰ্থী দিব বিজেপিয়ে বুলি জনায়। (8, 1154, 549, 1273)
article-siddharth (964, 636, 1542, 1396)
article-headline: জুবিন গাৰ্গক ভাৰতৰত্ন দিয়ক (1111, 1404, 1395, 1432)
article-body-continued-3: আজি ১৬ ডিচেম্বৰ সন্ধ্যা ৫ বজাত পুনৰ জুবিন গাৰ্গৰ হত্যাৰ ঘটনাৰে জড়িত তথ্য সম্পৰ্কত কাৰাগাৰত থকা শ্যামকানু মহন্ত, সিদ্ধাৰ্থ শৰ্মা, শেখৰজ্যোতি গোস্বামী, সন্দীপন গাৰ্গ, অমৃতপ্ৰভা মহন্তৰ শুনানি অনুষ্ঠিত হয়। চাৰ্জশ্বিটৰ কপি হাতত পোৱাৰ পাছত অভিযুক্তসকলৰ মাজত হতাশা বিৰাজ কৰিছে। আদালতে পৰৱৰ্তী শুনানিৰ দিন নিৰ্ধাৰণ কৰিছে। (964, 847, 1542, 891)
section-strip-label: প্ৰথম পৃষ্ঠাৰ পৰা (10, 53, 136, 76)
article-body-continued: পাছতো এনেদৰে এটা নীতি কাৰ্যকৰী কৰিবলৈ চৰকাৰে সিদ্ধান্ত গ্ৰহণ কৰিছে। অসমত দুৰ্নীতিৰ বাবে চাকৰি দিয়াৰ দিন শেষ হৈছে বুলি মুখ্যমন্ত্ৰীয়ে ক'লে। ২০১৬ চনৰ পৰা আজিলৈকে চৰকাৰে ১ লাখ ৬০ হাজাৰ নিযুক্তি প্ৰদান কৰিছে আৰু আহিবলগীয়া ১০ ফেব্ৰুৱাৰীৰ পূৰ্বে সকলো নিযুক্তি প্ৰক্ৰিয়া সম্পূৰ্ণ কৰা হ'ব। এইবাৰ নিযুক্তিৰ ক্ষেত্ৰত সম্পূৰ্ণ স্বচ্ছতা বৰ্তাই ৰখা হৈছে। ফলাফল ঘোষণাৰ পাছতে অতি কম সময়ৰ ভিতৰত নিযুক্তিপত্ৰ প্ৰদান কৰা হ'ব। (558, 207, 955, 281)
article-headline: বিহাৰতকৈয়ো অসমত কংগ্ৰেছৰ অৱস্থা বেয়া হ'ব (8, 84, 549, 125)
article-kicker: ২০ ডিচেম্বৰৰ পৰা সমগ্ৰ ৰাজ্যত পূৰ্ণগতিত আৰম্ভ হ'ব 'ৰাইজৰ পদূলিত ৰাইজৰ কংগ্ৰেছ' কাৰ্যসূচী (638, 1975, 1462, 2000)
article-body-text-continued: ষ্টাফ ৰিপৰ্টাৰ, খবৰ, ১৬ ডিচেম্বৰ : অহা ২০ ডিচেম্বৰৰ পৰা সমগ্ৰ ৰাজ্যতে পূৰ্ণগতিত আৰম্ভ হ'ব 'ৰাইজৰ পদূলিত ৰাইজৰ কংগ্ৰেছ' শীৰ্ষক কাৰ্যসূচী। এই কাৰ্যসূচীৰ জৰিয়তে দলৰ নেতা-কৰ্মীসকলে ঘৰে ঘৰে গৈ ৰাইজৰ সৈতে প্ৰত্যক্ষ যোগাযোগ স্থাপন কৰিব। প্ৰদেশ কংগ্ৰেছৰ সভাপতি গৌৰৱ গগৈয়ে এক সংবাদমেলত এই কথা জনায়। এআইইউডিএফৰ সৈতে মিত্ৰতাৰ প্ৰশ্নত তেওঁ স্পষ্টভাৱে জনায় যে কেমেৰাৰ সমুখত এনে আলোচনা নহয়, দলৰ সিদ্ধান্ত স্পষ্ট। বিৰোধী ঐক্যৰ বিষয়ে আলোচনা হ'ব পাৰে, কিন্তু বদৰুদ্দিন আজমলৰ দলৰ সৈতে কোনো সমিধান নহয় বুলি গগৈয়ে উল্লেখ কৰে। জুবিন গাৰ্গৰ মৃত্যুৰ ঘটনাৰ ন্যায়ৰ দাবীতো দলে আন্দোলন অব্যাহত ৰাখিব। (1027, 2099, 1542, 2188)
article-body-continued: অসম বাজিক চলচ্চিত্ৰ বিত্ত আৰু উন্নয়ন নিগম লিমিটেডে এক বিশেষ বিনামূলীয়া স্বাস্থ্য বীমা আঁচনি ঘোষণা কৰিছে। এই আঁচনিৰ অধীনত ১৮ ৰ পৰা ৬৫ বছৰ বয়সৰ শিল্পী, কলাকুশলী আৰু সাংস্কৃতিক কৰ্মীসকলে বছৰি ৫ লাখ টকাৰ স্বাস্থ্য সুৰক্ষা লাভ কৰিব। আগ্ৰহী শিল্পীসকলে ৱেবছাইটৰ জৰিয়তে অনলাইনত আবেদন দাখিল কৰিব পাৰিব। (558, 1098, 955, 1156)
article-feb (558, 84, 955, 983)
article-subhead: আমাৰ খবৰ, মুম্বাই : অসমীয়াৰ হিয়াৰ আমঠু জুবিন গাৰ্গৰ মৃত্যুৰ ঘটনাৰ সৈতে জড়িত অভিযুক্তসকলৰ বিচাৰ প্ৰক্ৰিয়া আৰম্ভ (964, 777, 1507, 791)
article-body: জুবিন গাৰ্গক ভাৰতৰত্ন প্ৰদানৰ দাবী জনাই ৰাজ্যসভাত সাংসদে আবেদন জনায়। বিগত ১৯ ছেপ্টেম্বৰত সিংগাপুৰত সংঘটিত এক দুৰ্ঘটনাত শিল্পীগৰাকীৰ অকাল মৃত্যু ঘটে। অসমীয়া সংগীত জগতলৈ তেওঁৰ অৱদান অতুলনীয় বুলি সাংসদে উল্লেখ কৰে আৰু কেন্দ্ৰীয় চৰকাৰক এই বিষয়ে গুৰুত্বসহকাৰে বিবেচনা কৰিবলৈ অনুৰোধ জনায়। (964, 1438, 1542, 1481)
article-body-continued-2: নৰেন্দ্ৰ মোডীয়ে অসম ভ্ৰমণকালত গুৱাহাটীৰ লোকপ্ৰিয় গোপীনাথ বৰদলৈ আন্তৰ্জাতিক বিমানবন্দৰৰ নতুন টাৰ্মিনেল ভৱন উদ্বোধন কৰিব আৰু পলাশবাৰীত এখন জনসভাত ভাষণ দিব। এই উপলক্ষে মন্ত্ৰী পীযুষ হাজৰিকাই মঙলবাৰে পলাশবাৰীত প্ৰস্তুতিৰ পৰ্যালোচনা কৰে। প্ৰধানমন্ত্ৰীৰ আগমনক লৈ ৰাজ্যিক প্ৰশাসন তথা বিজেপিৰ দলীয় কৰ্মীসকলৰ মাজত ব্যাপক উৎসাহ পৰিলক্ষিত হৈছে। (964, 225, 1542, 268)
article-body-continued-3: বাবে সাধাৰণ শিবোনামত থকা বিধায়কজনে এইবাৰ দলত নিৰ্মাণৰ দায়িত্ব থকা চৰকাৰী বিষয়াক ভাবুকি দিয়াৰ অভিযোগ উঠিছে। কাম-কাজৰ অগ্ৰগতি সন্তোষজনক নোহোৱাত তেওঁ ক্ষোভ প্ৰকাশ কৰি এনে মন্তব্য কৰে বুলি জনা গৈছে। ঘটনাটোৰ ভিডিঅ' সামাজিক মাধ্যমত ভাইৰেল হোৱাৰ পাছত বিভিন্ন মহলৰ পৰা তীব্ৰ সমালোচনা আৰম্ভ হৈছে। (8, 2152, 549, 2195)
